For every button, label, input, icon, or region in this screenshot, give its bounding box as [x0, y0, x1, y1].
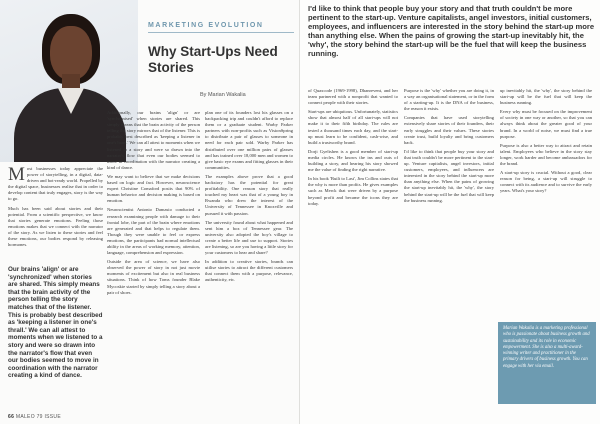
paragraph: Additionally, our brains 'align' or are 'synchronised' when stories are shared. This simply means that the brain activity of the person telling the story mirrors that of the listener. This is probably best described as 'keeping a listener in one's hand.' We can all attest to moments when we listened to a story and were so drawn into the narrator's flow that even our bodies seemed to move in coordination with the narrator creating a kind of dance.: [107, 110, 200, 170]
body-column-4: [308, 88, 398, 400]
paragraph: The examples above prove that a good backstory has the potential for great profitability. One reason story that really touched my heart was that of a young boy in Rwanda who drew the interest of the University of Tennessee in Knoxville and pursued it with passion.: [205, 173, 293, 216]
body-column-5: [404, 88, 494, 400]
photo-face: [50, 26, 92, 80]
paragraph: up inevitably hit, the 'why', the story behind the start-up will be the fuel that will keep the business running.: [500, 88, 592, 106]
paragraph: Neuroscientist Antonio Damasio conducted a research examining people with damage to their frontal lobe, the part of the brain where emotions are generated and that helps to regulate them. Though they were unable to feel or express emotions, the participants had normal intellectual ability in the areas of working memory, attention, language, comprehension and expression.: [107, 207, 200, 256]
body-column-6: [500, 88, 592, 320]
right-page: [300, 0, 600, 424]
page-footer: [8, 414, 61, 420]
paragraph: I'd like to think that people buy your story and that truth couldn't be more pertinent to the start-up. Venture capitalists, angel investors, initial customers, employees, and influencers are interested in the story behind the start-up more than anything else. When the pains of growing the start-up inevitably hit, the 'why', the story behind the start-up will be the fuel that will keep the business running.: [404, 148, 494, 203]
pull-quote: Our brains 'align' or are 'synchronized' when stories are shared. This simply means that the brain activity of the person telling the story matches that of the listener. This is probably best described as 'keeping a listener in one's thrall.' We can all attest to moments when we listened to a story and were so drawn into the narrator's flow that even our bodies seemed to move in coordination with the narrator creating a kind of dance.: [8, 266, 103, 380]
paragraph: Dorji Gyeltshen is a good member of start-up media circles. He knows the ins and outs of building a story, and hearing his story showed me the value of finding the right narrative.: [308, 148, 398, 173]
paragraph: plan one of its founders lost his glasses on a backpacking trip and couldn't afford to replace them or a graduate student. Warby Parker partners with non-profits such as VisionSpring to distribute a pair of glasses to someone in need for each pair sold. Warby Parker has distributed over one million pairs of glasses and has trained over 18,000 men and women to give basic eye exams and fitting glasses in their communities.: [205, 110, 293, 170]
paragraph: Purpose is also a better way to attract and retain talent. Employees who believe in the story stay longer, work harder and become ambassadors for the brand.: [500, 142, 592, 167]
paragraph: Every why must be focused on the improvement of society in one way or another, so that you can always think about the greater good of your brand. In a world of noise, we must find a true purpose.: [500, 109, 592, 139]
paragraph: Companies that have used storytelling extensively share stories of their founders, their early struggles and their values. These stories create trust, build loyalty and bring customers back.: [404, 115, 494, 145]
body-column-3: [205, 110, 293, 400]
body-column-2: [107, 110, 200, 400]
paragraph: In addition to creative stories, brands can utilise stories to attract the different customers that connect them with a purpose, relevance, authenticity, etc.: [205, 259, 293, 283]
paragraph: In his book 'Built to Last', Jim Collins states that the why is more than profits. He gives examples such as Merck that were driven by a purpose beyond profit and became the icons they are today.: [308, 176, 398, 206]
paragraph: of Quaxcode (1969-1998), Dhanrevent, and her team partnered with a nonprofit that wanted to connect people with their stories.: [308, 88, 398, 106]
paragraph: Start-ups are ubiquitous. Unfortunately, statistics show that almost half of all start-ups will not make it to their fifth birthday. The rules are tested a thousand times each day, and the start-up must learn to be confident, cash-wise, and build a trustworthy brand.: [308, 109, 398, 145]
article-title: Why Start-Ups Need Stories: [148, 44, 278, 75]
author-bio-box: [498, 322, 596, 404]
byline: By Marian Wakalia: [200, 92, 246, 98]
paragraph: Outside the area of science, we have also observed the power of story in not just movie moments of excitement but also in real business situations. Think of how Toms founder Blake Mycoskie started by simply telling a story about a pair of shoes.: [107, 259, 200, 295]
section-label: MARKETING EVOLUTION: [148, 22, 264, 29]
paragraph: A start-up story is crucial. Without a good, clear reason for being, a start-up will struggle to connect with its audience and to survive the early years. What's your story?: [500, 170, 592, 194]
drop-cap: M: [8, 166, 25, 185]
paragraph: Most businesses today appreciate the power of storytelling, in a digital, data-driven and bot-ready world. Propelled by the digital space, businesses realise that in order to develop content that truly engages, story is the way to go.: [8, 166, 103, 202]
magazine-name: MALEO: [15, 414, 35, 420]
issue-label: 79 ISSUE: [36, 414, 61, 420]
author-bio: Marian Wakalia is a marketing professional who is passionate about business growth and sustainability and its role in economic empowerment. She is also a multi-award-winning writer and practitioner in the primary drivers of business growth. You can engage with her via email.: [503, 326, 590, 369]
section-rule: [148, 32, 294, 33]
paragraph: We may want to believe that we make decisions based on logic and fact. However, neuroscience expert Christine Comaford posits that 90% of human behavior and decision making is based on emotion.: [107, 173, 200, 204]
paragraph: Much has been said about stories and their potential. From a scientific perspective, we know that stories generate emotions. Feeling those emotions makes that we connect with the narrator of the story. As we listen to these stories and feel these emotions, our bodies respond by releasing hormones.: [8, 205, 103, 248]
paragraph: Purpose is the 'why' whether you are doing it, in a way an organisational statement, or in the form of a starting-up. It is the DNA of the business, the reason it exists.: [404, 88, 494, 112]
body-column-1: [8, 166, 103, 262]
pull-quote-large: I'd like to think that people buy your story and that truth couldn't be more pertinent to the start-up. Venture capitalists, angel investors, initial customers, employees, and influencers are interested in the story behind the start-up more than anything else. When the pains of growing the start-up inevitably hit, the 'why', the story behind the start-up will be the fuel that will keep the business running.: [308, 4, 595, 58]
paragraph: The university found about what happened and sent him a box of Tennessee gear. The university also adopted the boy's village to create a better life and use to support. Stories are listening, so are you having a little story for your customers to hear and share?: [205, 219, 293, 256]
page-number: 66: [8, 414, 15, 420]
